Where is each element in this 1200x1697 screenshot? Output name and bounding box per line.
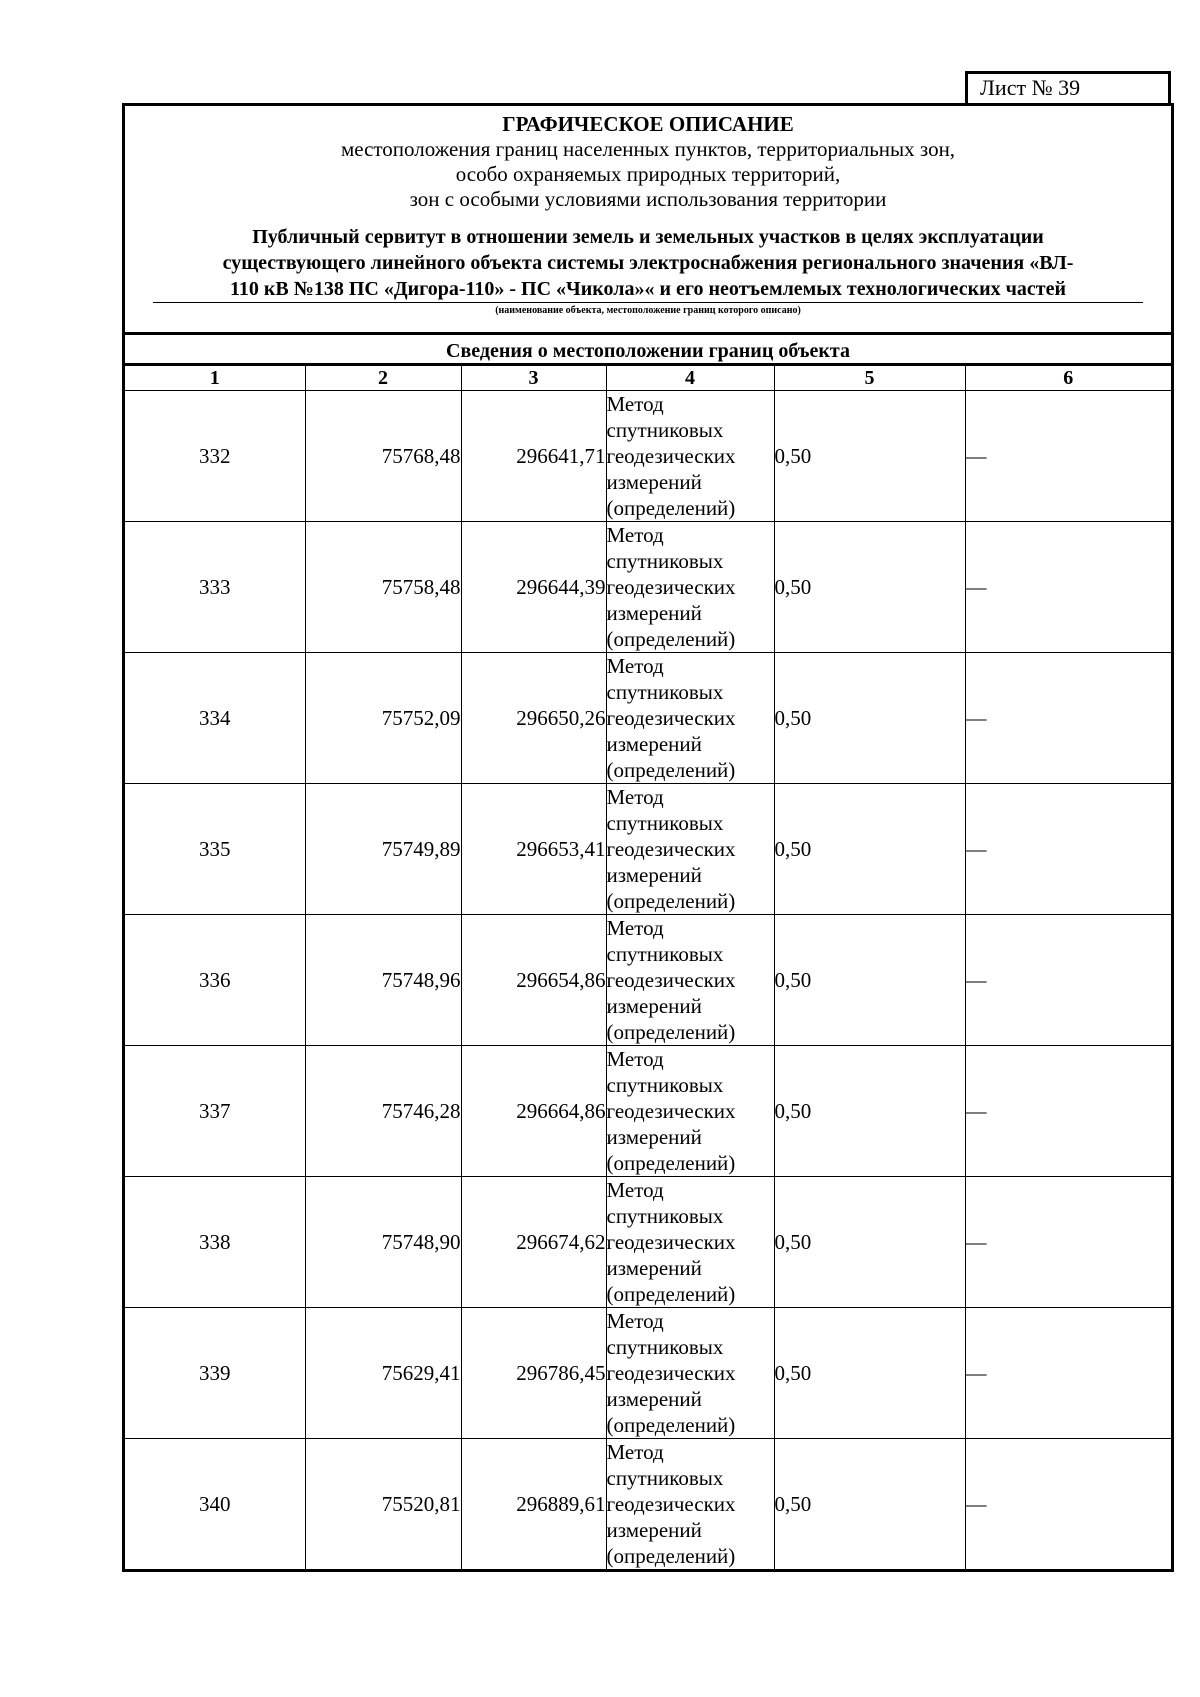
x-coordinate-cell: 75746,28 xyxy=(305,1046,461,1177)
method-line: геодезических xyxy=(606,706,736,730)
object-name-line: 110 кВ №138 ПС «Дигора-110» - ПС «Чикола»« и его неотъемлемых технологических частей xyxy=(229,278,1066,300)
sheet-number: Лист № 39 xyxy=(965,71,1171,103)
method-cell xyxy=(606,1046,774,1177)
method-line: измерений xyxy=(606,863,702,887)
object-name-line: Публичный сервитут в отношении земель и земельных участков в целях эксплуатации xyxy=(252,226,1044,248)
section-title: Сведения о местоположении границ объекта xyxy=(125,332,1171,366)
method-line: геодезических xyxy=(606,1099,736,1123)
method-line: геодезических xyxy=(606,1361,736,1385)
column-number-row xyxy=(125,366,1171,391)
table-row xyxy=(125,1439,1171,1570)
method-line: измерений xyxy=(606,601,702,625)
x-coordinate-cell: 75629,41 xyxy=(305,1308,461,1439)
y-coordinate-cell: 296889,61 xyxy=(461,1439,606,1570)
method-line: измерений xyxy=(606,1387,702,1411)
y-coordinate-cell: 296641,71 xyxy=(461,391,606,522)
table-row xyxy=(125,784,1171,915)
document-header xyxy=(125,106,1171,332)
x-coordinate-cell: 75520,81 xyxy=(305,1439,461,1570)
subtitle-line: особо охраняемых природных территорий, xyxy=(455,162,841,186)
method-line: спутниковых xyxy=(606,1204,724,1228)
method-line: Метод xyxy=(606,916,664,940)
point-number-cell: 333 xyxy=(125,522,305,653)
point-number-cell: 337 xyxy=(125,1046,305,1177)
method-line: спутниковых xyxy=(606,418,724,442)
description-cell: — xyxy=(965,1046,1171,1177)
method-line: (определений) xyxy=(606,627,736,651)
x-coordinate-cell: 75752,09 xyxy=(305,653,461,784)
method-line: (определений) xyxy=(606,1282,736,1306)
method-cell xyxy=(606,1177,774,1308)
document-title: ГРАФИЧЕСКОЕ ОПИСАНИЕ xyxy=(502,112,794,136)
description-cell: — xyxy=(965,391,1171,522)
column-header: 5 xyxy=(774,366,965,391)
method-line: спутниковых xyxy=(606,942,724,966)
method-line: геодезических xyxy=(606,575,736,599)
table-row xyxy=(125,1308,1171,1439)
method-line: спутниковых xyxy=(606,1466,724,1490)
description-cell: — xyxy=(965,653,1171,784)
accuracy-cell: 0,50 xyxy=(774,1177,965,1308)
table-body xyxy=(125,391,1171,1570)
method-line: Метод xyxy=(606,1047,664,1071)
y-coordinate-cell: 296644,39 xyxy=(461,522,606,653)
x-coordinate-cell: 75749,89 xyxy=(305,784,461,915)
method-line: геодезических xyxy=(606,1492,736,1516)
table-row xyxy=(125,1046,1171,1177)
method-line: Метод xyxy=(606,1440,664,1464)
method-line: геодезических xyxy=(606,1230,736,1254)
description-cell: — xyxy=(965,1308,1171,1439)
coordinates-table xyxy=(125,366,1171,1569)
method-line: Метод xyxy=(606,392,664,416)
method-line: Метод xyxy=(606,654,664,678)
method-line: геодезических xyxy=(606,968,736,992)
y-coordinate-cell: 296654,86 xyxy=(461,915,606,1046)
method-line: Метод xyxy=(606,523,664,547)
table-row xyxy=(125,653,1171,784)
column-header: 2 xyxy=(305,366,461,391)
column-header: 1 xyxy=(125,366,305,391)
method-line: измерений xyxy=(606,732,702,756)
point-number-cell: 339 xyxy=(125,1308,305,1439)
method-line: спутниковых xyxy=(606,811,724,835)
method-line: геодезических xyxy=(606,837,736,861)
method-cell xyxy=(606,1439,774,1570)
subtitle-line: местоположения границ населенных пунктов, территориальных зон, xyxy=(340,137,956,161)
method-cell xyxy=(606,391,774,522)
method-line: (определений) xyxy=(606,496,736,520)
x-coordinate-cell: 75748,96 xyxy=(305,915,461,1046)
description-cell: — xyxy=(965,1439,1171,1570)
description-cell: — xyxy=(965,915,1171,1046)
method-line: (определений) xyxy=(606,758,736,782)
point-number-cell: 338 xyxy=(125,1177,305,1308)
method-line: спутниковых xyxy=(606,1335,724,1359)
table-row xyxy=(125,391,1171,522)
point-number-cell: 335 xyxy=(125,784,305,915)
point-number-cell: 332 xyxy=(199,443,231,468)
method-line: (определений) xyxy=(606,1544,736,1568)
table-row xyxy=(125,522,1171,653)
method-line: измерений xyxy=(606,1125,702,1149)
table-row xyxy=(125,1177,1171,1308)
subtitle-line: зон с особыми условиями использования территории xyxy=(409,187,887,211)
method-line: измерений xyxy=(606,1256,702,1280)
accuracy-cell: 0,50 xyxy=(774,1046,965,1177)
table-row xyxy=(125,915,1171,1046)
method-cell xyxy=(606,522,774,653)
object-name-underline xyxy=(153,302,1143,303)
method-line: спутниковых xyxy=(606,680,724,704)
x-coordinate-cell: 75748,90 xyxy=(305,1177,461,1308)
column-header: 6 xyxy=(965,366,1171,391)
method-cell xyxy=(606,915,774,1046)
method-line: геодезических xyxy=(606,444,736,468)
method-line: (определений) xyxy=(606,1413,736,1437)
y-coordinate-cell: 296786,45 xyxy=(461,1308,606,1439)
y-coordinate-cell: 296653,41 xyxy=(461,784,606,915)
accuracy-cell: 0,50 xyxy=(774,522,965,653)
accuracy-cell: 0,50 xyxy=(774,915,965,1046)
method-line: Метод xyxy=(606,785,664,809)
column-header: 3 xyxy=(461,366,606,391)
method-line: Метод xyxy=(606,1178,664,1202)
description-cell: — xyxy=(965,784,1171,915)
method-line: измерений xyxy=(606,1518,702,1542)
object-caption: (наименование объекта, местоположение границ которого описано) xyxy=(495,305,801,316)
accuracy-cell: 0,50 xyxy=(774,784,965,915)
method-line: измерений xyxy=(606,994,702,1018)
point-number-cell: 336 xyxy=(125,915,305,1046)
point-number-cell: 334 xyxy=(125,653,305,784)
point-number-cell: 340 xyxy=(125,1439,305,1570)
accuracy-cell: 0,50 xyxy=(774,653,965,784)
method-line: (определений) xyxy=(606,1151,736,1175)
method-cell xyxy=(606,1308,774,1439)
accuracy-cell: 0,50 xyxy=(774,1439,965,1570)
method-line: Метод xyxy=(606,1309,664,1333)
document-frame xyxy=(122,103,1174,1572)
accuracy-cell: 0,50 xyxy=(774,1308,965,1439)
x-coordinate-cell: 75758,48 xyxy=(305,522,461,653)
method-line: (определений) xyxy=(606,1020,736,1044)
x-coordinate-cell: 75768,48 xyxy=(305,391,461,522)
column-header: 4 xyxy=(606,366,774,391)
y-coordinate-cell: 296650,26 xyxy=(461,653,606,784)
object-name xyxy=(125,224,1171,302)
method-cell xyxy=(606,784,774,915)
description-cell: — xyxy=(965,522,1171,653)
object-name-line: существующего линейного объекта системы электроснабжения регионального значения «ВЛ- xyxy=(222,252,1074,274)
method-line: (определений) xyxy=(606,889,736,913)
description-cell: — xyxy=(965,1177,1171,1308)
method-cell xyxy=(606,653,774,784)
method-line: измерений xyxy=(606,470,702,494)
accuracy-cell: 0,50 xyxy=(774,391,965,522)
method-line: спутниковых xyxy=(606,1073,724,1097)
y-coordinate-cell: 296674,62 xyxy=(461,1177,606,1308)
y-coordinate-cell: 296664,86 xyxy=(461,1046,606,1177)
method-line: спутниковых xyxy=(606,549,724,573)
